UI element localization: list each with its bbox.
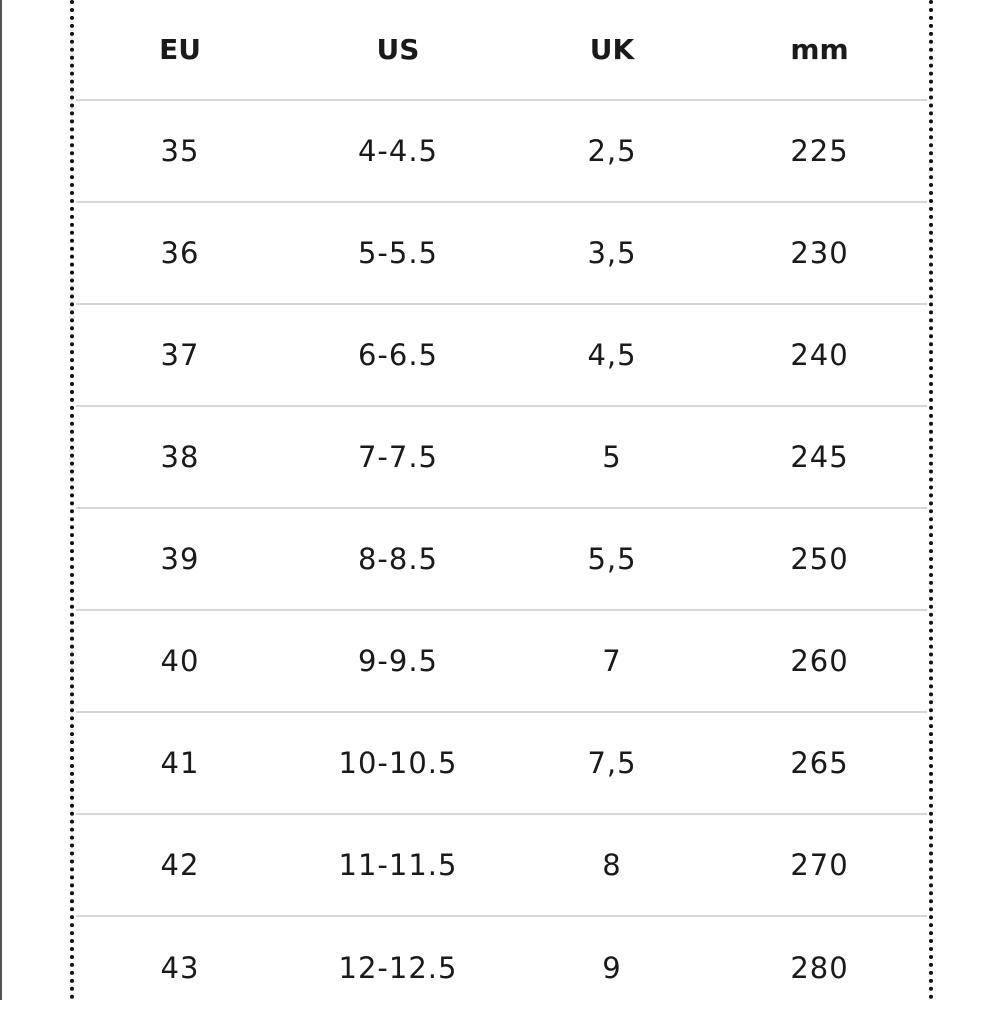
cell-eu: 41 <box>160 746 200 780</box>
table-row <box>76 713 927 815</box>
table-row <box>76 407 927 509</box>
header-mm: mm <box>790 33 849 66</box>
cell-mm: 280 <box>790 951 849 985</box>
cell-mm: 260 <box>790 644 849 678</box>
cell-uk: 5 <box>602 440 622 474</box>
table-row <box>76 917 927 1019</box>
cell-uk: 2,5 <box>587 134 637 168</box>
cell-us: 10-10.5 <box>338 746 458 780</box>
header-us: US <box>376 33 420 66</box>
cell-mm: 245 <box>790 440 849 474</box>
cell-uk: 5,5 <box>587 542 637 576</box>
cell-us: 12-12.5 <box>338 951 458 985</box>
cell-us: 5-5.5 <box>357 236 439 270</box>
cell-mm: 240 <box>790 338 849 372</box>
cell-eu: 38 <box>160 440 200 474</box>
cell-uk: 7,5 <box>587 746 637 780</box>
cell-mm: 270 <box>790 848 849 882</box>
cell-uk: 4,5 <box>587 338 637 372</box>
cell-eu: 35 <box>160 134 200 168</box>
cell-eu: 43 <box>160 951 200 985</box>
cell-eu: 37 <box>160 338 200 372</box>
cell-mm: 250 <box>790 542 849 576</box>
cell-eu: 40 <box>160 644 200 678</box>
header-eu: EU <box>159 33 201 66</box>
cell-uk: 8 <box>602 848 622 882</box>
header-uk: UK <box>589 33 635 66</box>
cell-mm: 265 <box>790 746 849 780</box>
left-edge-line <box>0 0 2 1000</box>
cell-eu: 42 <box>160 848 200 882</box>
table-row <box>76 611 927 713</box>
size-chart-table <box>76 0 927 1019</box>
cell-eu: 39 <box>160 542 200 576</box>
table-row <box>76 203 927 305</box>
table-row <box>76 305 927 407</box>
cell-uk: 7 <box>602 644 622 678</box>
cell-eu: 36 <box>160 236 200 270</box>
cell-us: 6-6.5 <box>357 338 439 372</box>
table-header-row <box>76 0 927 101</box>
left-dotted-border <box>70 0 74 1000</box>
cell-uk: 3,5 <box>587 236 637 270</box>
cell-uk: 9 <box>602 951 622 985</box>
cell-mm: 225 <box>790 134 849 168</box>
right-dotted-border <box>929 0 933 1000</box>
table-row <box>76 509 927 611</box>
cell-us: 9-9.5 <box>357 644 439 678</box>
cell-mm: 230 <box>790 236 849 270</box>
table-row <box>76 815 927 917</box>
cell-us: 11-11.5 <box>338 848 458 882</box>
cell-us: 8-8.5 <box>357 542 439 576</box>
cell-us: 7-7.5 <box>357 440 439 474</box>
table-row <box>76 101 927 203</box>
cell-us: 4-4.5 <box>357 134 439 168</box>
